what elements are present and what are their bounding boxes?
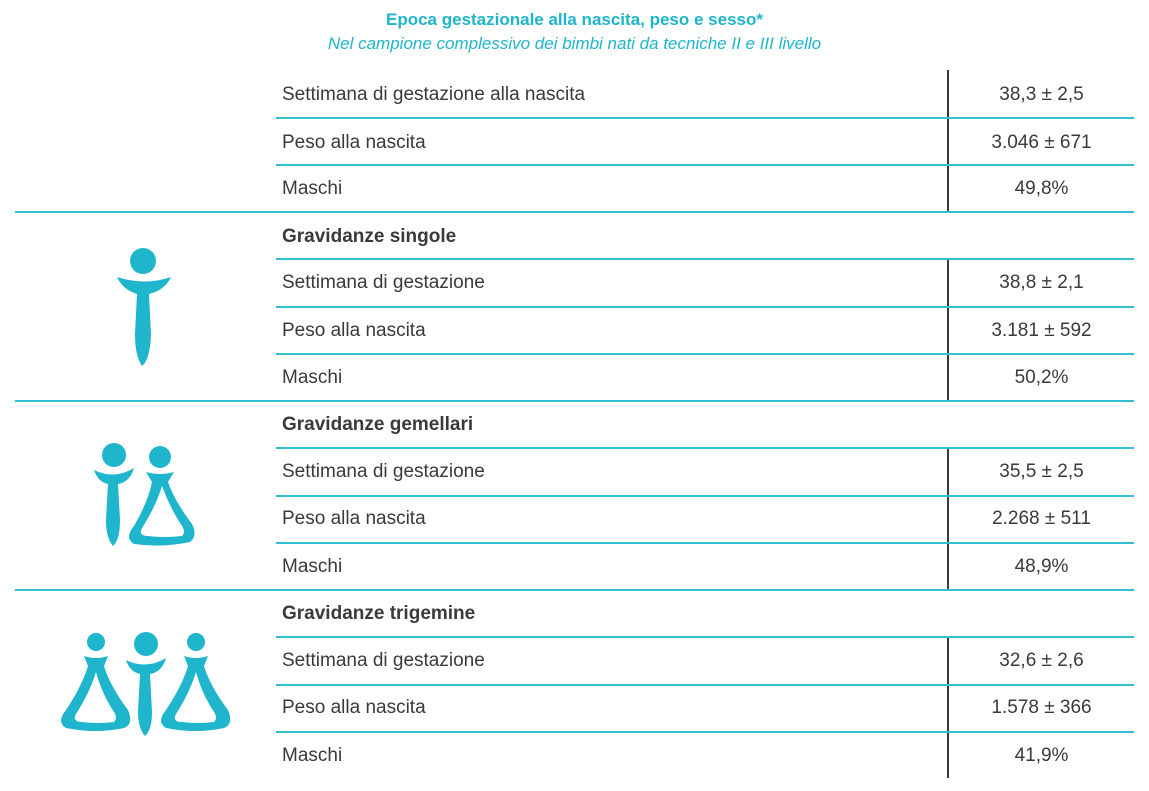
row-divider	[276, 542, 1134, 544]
row-divider	[276, 495, 1134, 497]
row-divider	[276, 306, 1134, 308]
row-label: Maschi	[282, 178, 343, 199]
row-label: Maschi	[282, 556, 343, 577]
row-value: 3.046 ± 671	[991, 132, 1092, 153]
twins-icon	[90, 440, 202, 550]
row-value: 48,9%	[1014, 556, 1069, 577]
row-value: 2.268 ± 511	[992, 508, 1091, 529]
row-label: Peso alla nascita	[282, 697, 426, 718]
row-divider	[276, 353, 1134, 355]
row-divider	[276, 447, 1134, 449]
section-divider	[15, 400, 1134, 402]
row-divider	[276, 164, 1134, 166]
row-label: Settimana di gestazione	[282, 272, 485, 293]
row-value: 50,2%	[1014, 367, 1069, 388]
row-label: Settimana di gestazione	[282, 650, 485, 671]
row-value: 1.578 ± 366	[991, 697, 1092, 718]
section-heading-singole: Gravidanze singole	[282, 226, 457, 247]
row-label: Settimana di gestazione	[282, 461, 485, 482]
row-value: 32,6 ± 2,6	[999, 650, 1084, 671]
row-label: Peso alla nascita	[282, 132, 426, 153]
triplets-icon	[52, 628, 234, 738]
section-divider	[15, 211, 1134, 213]
single-baby-icon	[105, 244, 175, 370]
row-label: Peso alla nascita	[282, 508, 426, 529]
section-heading-trigemine: Gravidanze trigemine	[282, 603, 476, 624]
row-value: 38,8 ± 2,1	[999, 272, 1084, 293]
row-label: Maschi	[282, 745, 343, 766]
row-label: Maschi	[282, 367, 343, 388]
row-value: 38,3 ± 2,5	[999, 84, 1084, 105]
row-divider	[276, 258, 1134, 260]
row-divider	[276, 117, 1134, 119]
section-divider	[15, 589, 1134, 591]
row-label: Peso alla nascita	[282, 320, 426, 341]
row-value: 41,9%	[1014, 745, 1069, 766]
row-divider	[276, 636, 1134, 638]
row-value: 49,8%	[1014, 178, 1069, 199]
row-value: 3.181 ± 592	[991, 320, 1092, 341]
table-subtitle: Nel campione complessivo dei bimbi nati da tecniche II e III livello	[327, 34, 822, 53]
section-heading-gemellari: Gravidanze gemellari	[282, 414, 474, 435]
row-divider	[276, 684, 1134, 686]
row-divider	[276, 731, 1134, 733]
table-title: Epoca gestazionale alla nascita, peso e sesso*	[385, 10, 763, 29]
row-value: 35,5 ± 2,5	[999, 461, 1084, 482]
row-label: Settimana di gestazione alla nascita	[282, 84, 586, 105]
